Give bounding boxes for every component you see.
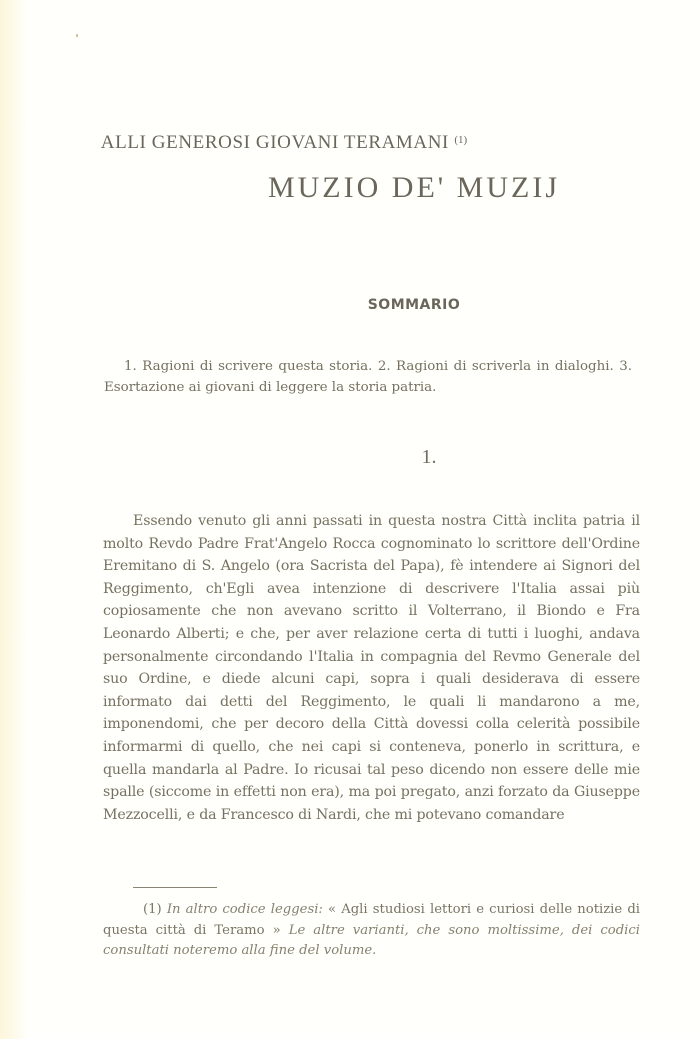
footnote-reference[interactable]: (1) [454,134,468,146]
dedication-text: ALLI GENEROSI GIOVANI TERAMANI [100,132,449,153]
page-edge-tint [0,0,28,1039]
footnote [103,900,640,962]
summary-heading: SOMMARIO [367,297,461,313]
footnote-divider [133,887,217,888]
body-paragraph: Essendo venuto gli anni passati in questa nostra Città inclita patria il molto Revdo Padre Frat'Angelo Rocca cognominato lo scrittore dell'Ordine Eremitano di S. Angelo (ora Sacrista del Papa), fè intendere ai Signori del Reggimento, ch'Egli avea intenzione di descrivere l'Italia assai più copiosamente che non avevano scritto il Volterrano, il Biondo e Fra Leonardo Alberti; e che, per aver relazione certa di tutti i luoghi, andava personalmente circondando l'Italia in compagnia del Revmo Generale del suo Ordine, e diede alcuni capi, sopra i quali desiderava di essere informato dai detti del Reggimento, le quali li mandarono a me, imponendomi, che per decoro della Città dovessi colla celerità possibile informarmi di quello, che nei capi si conteneva, ponerlo in scrittura, e quella mandarla al Padre. Io ricusai tal peso dicendo non essere delle mie spalle (siccome in effetti non era), ma poi pregato, anzi forzato da Giuseppe Mezzocelli, e da Francesco di Nardi, che mi potevano comandare [103,513,640,823]
footnote-intro: In altro codice leggesi: [166,902,323,917]
paper-speck [76,34,78,37]
footnote-note: Le altre varianti, che sono moltissime, dei codici consultati noteremo alla fine del volume. [103,922,640,958]
footnote-mark: (1) [143,902,162,917]
section-number: 1. [421,446,437,468]
chapter-title: MUZIO DE' MUZIJ [267,171,561,204]
footnote-quote: « Agli studiosi lettori e curiosi delle notizie di questa città di Teramo » [103,902,640,938]
dedication-heading [0,132,568,154]
summary-text: 1. Ragioni di scrivere questa storia. 2. Ragioni di scriverla in dialoghi. 3. Esortazione ai giovani di leggere la storia patria. [104,359,632,395]
